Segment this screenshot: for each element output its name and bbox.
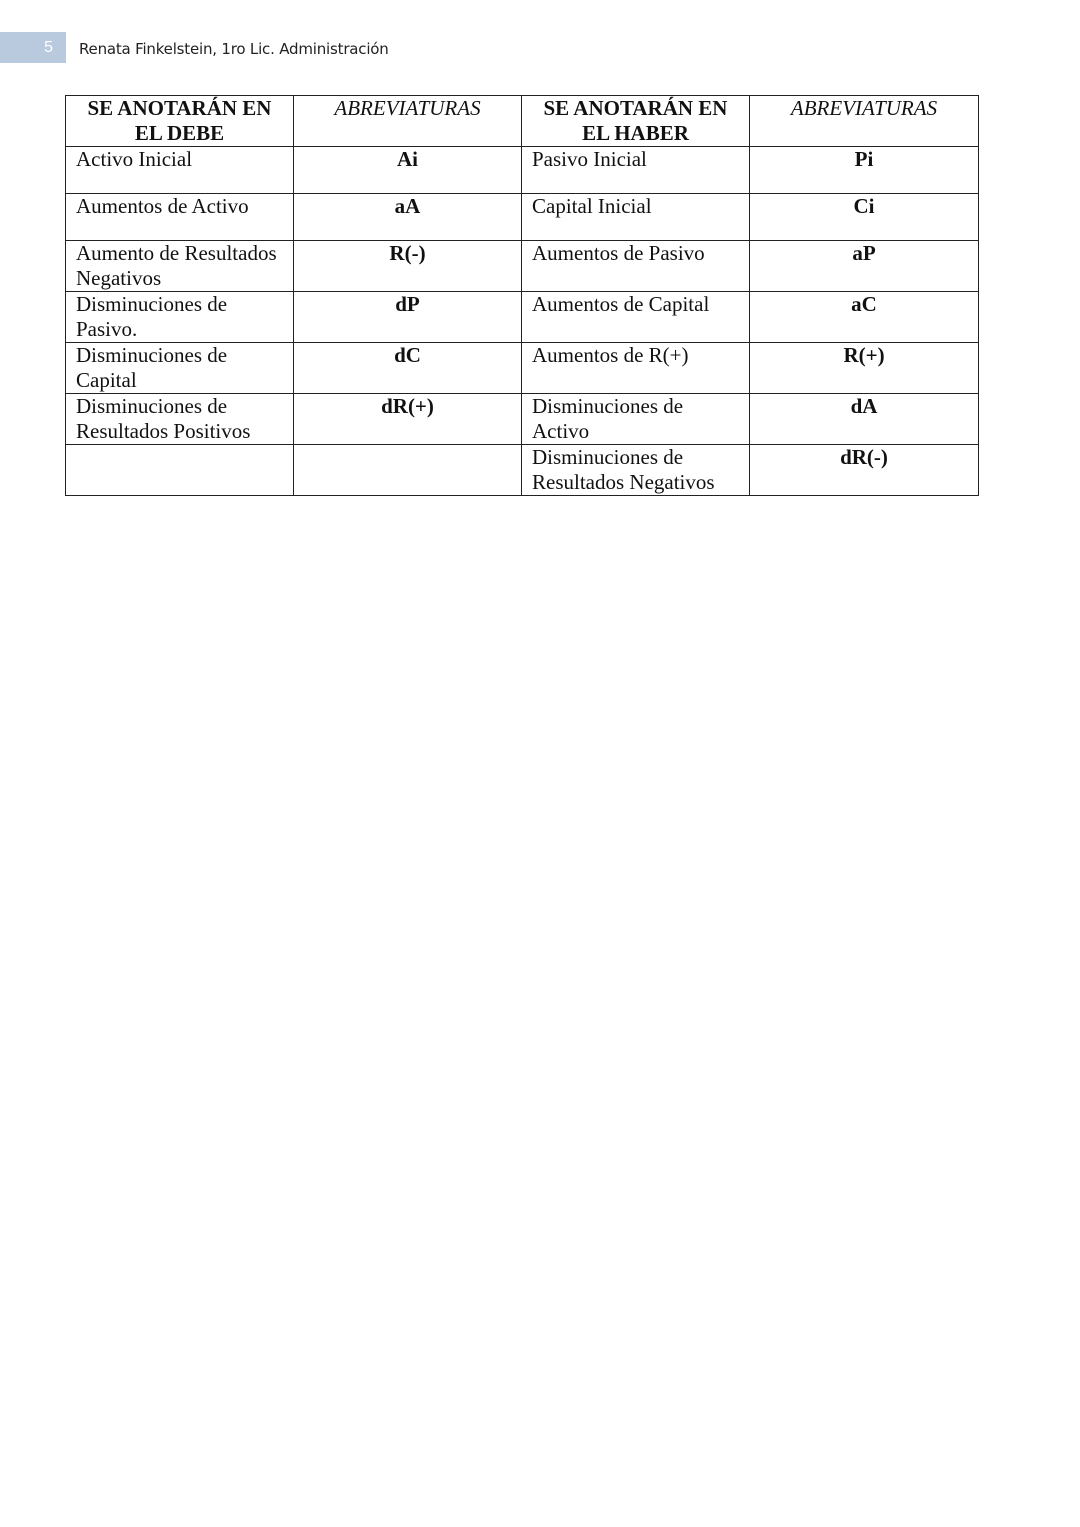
- debe-haber-table: [65, 95, 979, 496]
- debe-abbr-cell: dR(+): [294, 394, 522, 445]
- debe-abbr-cell: dP: [294, 292, 522, 343]
- header-haber: SE ANOTARÁN EN EL HABER: [522, 96, 750, 147]
- haber-abbr-cell: Ci: [750, 194, 979, 241]
- page-header: Renata Finkelstein, 1ro Lic. Administración: [79, 40, 389, 58]
- haber-abbr-cell: aP: [750, 241, 979, 292]
- haber-cell: Aumentos de Pasivo: [522, 241, 750, 292]
- debe-cell: Aumentos de Activo: [66, 194, 294, 241]
- haber-cell: Aumentos de Capital: [522, 292, 750, 343]
- debe-cell: Disminuciones de Resultados Positivos: [66, 394, 294, 445]
- debe-cell: Disminuciones de Pasivo.: [66, 292, 294, 343]
- debe-abbr-cell: R(-): [294, 241, 522, 292]
- header-abbr-haber: ABREVIATURAS: [750, 96, 979, 147]
- haber-cell: Disminuciones de Resultados Negativos: [522, 445, 750, 496]
- table-row: [66, 241, 979, 292]
- debe-abbr-cell: aA: [294, 194, 522, 241]
- haber-cell: Capital Inicial: [522, 194, 750, 241]
- haber-cell: Aumentos de R(+): [522, 343, 750, 394]
- haber-abbr-cell: dA: [750, 394, 979, 445]
- haber-cell: Disminuciones de Activo: [522, 394, 750, 445]
- debe-cell: [66, 445, 294, 496]
- table-header-row: [66, 96, 979, 147]
- haber-abbr-cell: R(+): [750, 343, 979, 394]
- haber-abbr-cell: dR(-): [750, 445, 979, 496]
- haber-abbr-cell: Pi: [750, 147, 979, 194]
- page-number: 5: [0, 32, 66, 63]
- table-row: [66, 194, 979, 241]
- header-debe: SE ANOTARÁN EN EL DEBE: [66, 96, 294, 147]
- debe-abbr-cell: [294, 445, 522, 496]
- debe-abbr-cell: dC: [294, 343, 522, 394]
- debe-abbr-cell: Ai: [294, 147, 522, 194]
- table-row: [66, 394, 979, 445]
- table-row: [66, 343, 979, 394]
- debe-cell: Aumento de Resultados Negativos: [66, 241, 294, 292]
- table-row: [66, 445, 979, 496]
- debe-cell: Disminuciones de Capital: [66, 343, 294, 394]
- haber-abbr-cell: aC: [750, 292, 979, 343]
- haber-cell: Pasivo Inicial: [522, 147, 750, 194]
- debe-cell: Activo Inicial: [66, 147, 294, 194]
- header-abbr-debe: ABREVIATURAS: [294, 96, 522, 147]
- table-row: [66, 292, 979, 343]
- table-row: [66, 147, 979, 194]
